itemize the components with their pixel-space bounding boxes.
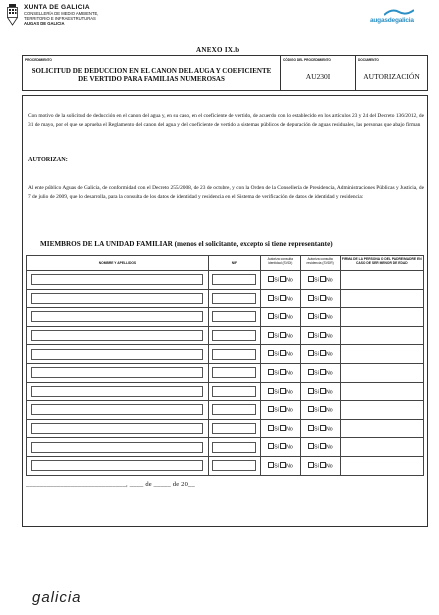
residence-yes-checkbox[interactable]: [308, 313, 314, 319]
no-label: No: [286, 463, 293, 470]
member-name-input[interactable]: [31, 311, 203, 322]
members-header-row: [27, 256, 424, 271]
member-nif-cell: [208, 271, 260, 290]
member-nif-cell: [208, 401, 260, 420]
residence-no-checkbox[interactable]: [320, 332, 326, 338]
identity-no-checkbox[interactable]: [280, 425, 286, 431]
identity-yes-checkbox[interactable]: [268, 425, 274, 431]
member-name-input[interactable]: [31, 349, 203, 360]
identity-yes-checkbox[interactable]: [268, 350, 274, 356]
member-name-input[interactable]: [31, 367, 203, 378]
yes-label: Sí: [274, 389, 280, 396]
member-nif-cell: [208, 289, 260, 308]
residence-consent-cell: [300, 419, 340, 438]
org-sub2: TERRITORIO E INFRAESTRUTURAS: [24, 15, 96, 21]
signature-cell[interactable]: [340, 289, 423, 308]
yes-label: Sí: [274, 426, 280, 433]
member-name-cell: [27, 401, 209, 420]
residence-no-checkbox[interactable]: [320, 406, 326, 412]
identity-no-checkbox[interactable]: [280, 276, 286, 282]
residence-no-checkbox[interactable]: [320, 295, 326, 301]
yes-label: Sí: [314, 277, 319, 284]
signature-cell[interactable]: [340, 345, 423, 364]
member-nif-input[interactable]: [212, 349, 256, 360]
member-name-input[interactable]: [31, 404, 203, 415]
residence-yes-checkbox[interactable]: [308, 369, 314, 375]
org-name: XUNTA DE GALICIA: [24, 4, 90, 11]
signature-cell[interactable]: [340, 382, 423, 401]
identity-consent-cell: [260, 345, 300, 364]
member-nif-input[interactable]: [212, 311, 256, 322]
members-title: MIEMBROS DE LA UNIDAD FAMILIAR (menos el solicitante, excepto si tiene representante): [40, 240, 333, 248]
residence-yes-checkbox[interactable]: [308, 332, 314, 338]
no-label: No: [326, 314, 333, 321]
residence-yes-checkbox[interactable]: [308, 443, 314, 449]
member-nif-input[interactable]: [212, 330, 256, 341]
no-label: No: [286, 389, 293, 396]
residence-consent-cell: [300, 363, 340, 382]
no-label: No: [326, 277, 333, 284]
residence-no-checkbox[interactable]: [320, 276, 326, 282]
table-row: [27, 289, 424, 308]
member-name-input[interactable]: [31, 423, 203, 434]
yes-label: Sí: [314, 351, 319, 358]
member-nif-cell: [208, 326, 260, 345]
residence-consent-cell: [300, 289, 340, 308]
member-name-input[interactable]: [31, 386, 203, 397]
yes-label: Sí: [314, 314, 319, 321]
member-name-cell: [27, 419, 209, 438]
table-row: [27, 438, 424, 457]
residence-yes-checkbox[interactable]: [308, 350, 314, 356]
no-label: No: [326, 407, 333, 414]
member-nif-cell: [208, 456, 260, 475]
no-label: No: [286, 351, 293, 358]
org-sub1: CONSELLERÍA DE MEDIO AMBIENTE,: [24, 11, 99, 16]
identity-no-checkbox[interactable]: [280, 443, 286, 449]
table-row: [27, 456, 424, 475]
procedure-code: AU230I: [305, 72, 331, 81]
procedure-cell: [23, 56, 280, 90]
table-row: [27, 308, 424, 327]
yes-label: Sí: [314, 444, 319, 451]
identity-yes-checkbox[interactable]: [268, 276, 274, 282]
residence-consent-cell: [300, 326, 340, 345]
member-nif-input[interactable]: [212, 460, 256, 471]
identity-consent-cell: [260, 419, 300, 438]
member-name-cell: [27, 326, 209, 345]
document-cell: [355, 56, 427, 90]
member-name-cell: [27, 345, 209, 364]
member-name-input[interactable]: [31, 460, 203, 471]
no-label: No: [286, 426, 293, 433]
table-row: [27, 363, 424, 382]
galicia-logo: galicia: [32, 589, 82, 606]
identity-consent-cell: [260, 289, 300, 308]
no-label: No: [326, 333, 333, 340]
identity-consent-cell: [260, 363, 300, 382]
yes-label: Sí: [274, 351, 280, 358]
signature-cell[interactable]: [340, 419, 423, 438]
residence-yes-checkbox[interactable]: [308, 406, 314, 412]
procedure-code-label: CÓDIGO DEL PROCEDIMIENTO: [283, 58, 331, 62]
annex-title: ANEXO IX.b: [196, 46, 240, 54]
member-nif-input[interactable]: [212, 404, 256, 415]
authorize-heading: AUTORIZAN:: [28, 156, 68, 163]
identity-consent-cell: [260, 308, 300, 327]
residence-yes-checkbox[interactable]: [308, 388, 314, 394]
yes-label: Sí: [314, 407, 319, 414]
identity-yes-checkbox[interactable]: [268, 406, 274, 412]
org-subtitle: [24, 12, 144, 26]
yes-label: Sí: [274, 333, 280, 340]
no-label: No: [326, 370, 333, 377]
identity-no-checkbox[interactable]: [280, 332, 286, 338]
identity-yes-checkbox[interactable]: [268, 462, 274, 468]
residence-consent-cell: [300, 345, 340, 364]
signature-cell[interactable]: [340, 363, 423, 382]
member-nif-input[interactable]: [212, 274, 256, 285]
member-name-cell: [27, 308, 209, 327]
procedure-table: [22, 55, 428, 91]
member-nif-input[interactable]: [212, 293, 256, 304]
procedure-label: PROCEDIMIENTO: [25, 58, 52, 62]
identity-yes-checkbox[interactable]: [268, 332, 274, 338]
residence-no-checkbox[interactable]: [320, 443, 326, 449]
no-label: No: [286, 277, 293, 284]
table-row: [27, 271, 424, 290]
member-nif-cell: [208, 438, 260, 457]
identity-no-checkbox[interactable]: [280, 369, 286, 375]
member-nif-input[interactable]: [212, 367, 256, 378]
residence-consent-cell: [300, 308, 340, 327]
table-row: [27, 345, 424, 364]
signature-cell[interactable]: [340, 308, 423, 327]
no-label: No: [286, 407, 293, 414]
member-name-cell: [27, 289, 209, 308]
no-label: No: [286, 296, 293, 303]
yes-label: Sí: [274, 296, 280, 303]
col-residence-header: Autoriza consulta residencia (SVDR): [300, 256, 340, 271]
member-name-input[interactable]: [31, 293, 203, 304]
table-row: [27, 419, 424, 438]
member-name-cell: [27, 271, 209, 290]
residence-consent-cell: [300, 382, 340, 401]
yes-label: Sí: [314, 389, 319, 396]
identity-no-checkbox[interactable]: [280, 406, 286, 412]
yes-label: Sí: [274, 463, 280, 470]
member-nif-input[interactable]: [212, 386, 256, 397]
residence-no-checkbox[interactable]: [320, 313, 326, 319]
identity-consent-cell: [260, 401, 300, 420]
augas-logo-text: augasdegalicia: [370, 17, 414, 24]
identity-consent-cell: [260, 382, 300, 401]
identity-consent-cell: [260, 438, 300, 457]
no-label: No: [286, 333, 293, 340]
no-label: No: [286, 444, 293, 451]
residence-yes-checkbox[interactable]: [308, 276, 314, 282]
authorization-paragraph: Al ente público Aguas de Galicia, de conformidad con el Decreto 255/2008, de 23 de octubre, y con la Orden de la Consellería de Presidencia, Administraciones Públicas y Justicia, de 7 de julio de 2009, que lo desarrolla, para la consulta de los datos de identidad y residencia en el Sistema de verificación de datos de identidad y residencia:: [28, 185, 424, 200]
no-label: No: [326, 426, 333, 433]
residence-no-checkbox[interactable]: [320, 425, 326, 431]
member-nif-input[interactable]: [212, 423, 256, 434]
identity-no-checkbox[interactable]: [280, 295, 286, 301]
col-identity-header: Autoriza consulta identidad (SVDI): [260, 256, 300, 271]
member-name-cell: [27, 438, 209, 457]
procedure-title: SOLICITUD DE DEDUCCION EN EL CANON DEL AUGA Y COEFICIENTE DE VERTIDO PARA FAMILIAS NUMEROSAS: [31, 67, 272, 83]
member-name-input[interactable]: [31, 330, 203, 341]
place-date-line[interactable]: _____________________________, ____ de _____ de 20__: [26, 481, 195, 488]
residence-consent-cell: [300, 438, 340, 457]
document-label: DOCUMENTO: [358, 58, 379, 62]
yes-label: Sí: [274, 370, 280, 377]
yes-label: Sí: [274, 277, 280, 284]
member-nif-cell: [208, 308, 260, 327]
no-label: No: [286, 370, 293, 377]
yes-label: Sí: [314, 463, 319, 470]
augas-logo: [370, 8, 430, 26]
residence-no-checkbox[interactable]: [320, 388, 326, 394]
member-name-input[interactable]: [31, 442, 203, 453]
table-row: [27, 382, 424, 401]
identity-consent-cell: [260, 271, 300, 290]
signature-cell[interactable]: [340, 271, 423, 290]
identity-no-checkbox[interactable]: [280, 388, 286, 394]
residence-consent-cell: [300, 271, 340, 290]
member-nif-cell: [208, 363, 260, 382]
identity-no-checkbox[interactable]: [280, 350, 286, 356]
residence-consent-cell: [300, 456, 340, 475]
no-label: No: [286, 314, 293, 321]
no-label: No: [326, 444, 333, 451]
member-name-cell: [27, 382, 209, 401]
intro-paragraph: Con motivo de la solicitud de deducción en el canon del agua y, en su caso, en el coeficiente de vertido, de acuerdo con lo establecido en los artículos 23 y 24 del Decreto 136/2012, de 31 de mayo, por el que se aprueba el Reglamento del canon del agua y del coeficiente de vertido a sistemas públicos de depuración de aguas residuales, las personas que abajo firman: [28, 113, 424, 128]
identity-yes-checkbox[interactable]: [268, 369, 274, 375]
coat-of-arms-icon: [7, 4, 18, 26]
yes-label: Sí: [274, 444, 280, 451]
yes-label: Sí: [274, 314, 280, 321]
residence-no-checkbox[interactable]: [320, 369, 326, 375]
signature-cell[interactable]: [340, 456, 423, 475]
no-label: No: [326, 351, 333, 358]
signature-cell[interactable]: [340, 401, 423, 420]
table-row: [27, 326, 424, 345]
residence-consent-cell: [300, 401, 340, 420]
wave-icon: [384, 8, 414, 17]
document-type: AUTORIZACIÓN: [363, 72, 420, 81]
col-nif-header: NIF: [208, 256, 260, 271]
yes-label: Sí: [314, 370, 319, 377]
identity-no-checkbox[interactable]: [280, 313, 286, 319]
member-nif-cell: [208, 382, 260, 401]
residence-yes-checkbox[interactable]: [308, 295, 314, 301]
identity-yes-checkbox[interactable]: [268, 313, 274, 319]
members-table: [26, 255, 424, 476]
member-name-input[interactable]: [31, 274, 203, 285]
yes-label: Sí: [314, 333, 319, 340]
no-label: No: [326, 463, 333, 470]
no-label: No: [326, 389, 333, 396]
member-nif-cell: [208, 345, 260, 364]
identity-consent-cell: [260, 456, 300, 475]
member-nif-input[interactable]: [212, 442, 256, 453]
member-nif-cell: [208, 419, 260, 438]
procedure-code-cell: [280, 56, 355, 90]
col-signature-header: FIRMA DE LA PERSONA O DEL PADRE/MADRE EN CASO DE SER MENOR DE EDAD: [340, 256, 423, 271]
identity-consent-cell: [260, 326, 300, 345]
org-sub3: AUGAS DE GALICIA: [24, 20, 65, 26]
yes-label: Sí: [274, 407, 280, 414]
member-name-cell: [27, 363, 209, 382]
col-name-header: NOMBRE Y APELLIDOS: [27, 256, 209, 271]
identity-no-checkbox[interactable]: [280, 462, 286, 468]
member-name-cell: [27, 456, 209, 475]
table-row: [27, 401, 424, 420]
residence-yes-checkbox[interactable]: [308, 462, 314, 468]
no-label: No: [326, 296, 333, 303]
signature-cell[interactable]: [340, 438, 423, 457]
identity-yes-checkbox[interactable]: [268, 295, 274, 301]
residence-yes-checkbox[interactable]: [308, 425, 314, 431]
residence-no-checkbox[interactable]: [320, 462, 326, 468]
signature-cell[interactable]: [340, 326, 423, 345]
identity-yes-checkbox[interactable]: [268, 388, 274, 394]
yes-label: Sí: [314, 296, 319, 303]
yes-label: Sí: [314, 426, 319, 433]
residence-no-checkbox[interactable]: [320, 350, 326, 356]
identity-yes-checkbox[interactable]: [268, 443, 274, 449]
